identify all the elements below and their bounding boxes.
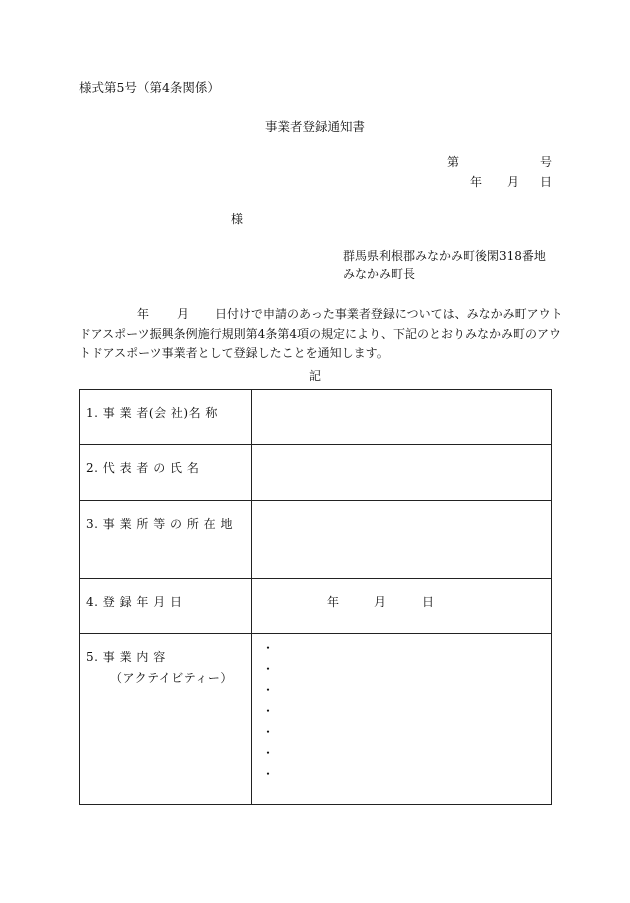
registration-date-field[interactable]	[252, 579, 552, 634]
table-row	[80, 634, 552, 805]
reg-date-year: 年	[327, 595, 340, 609]
row-label-business-name: 1. 事 業 者(会 社)名 称	[80, 390, 252, 445]
reg-date-month: 月	[374, 595, 387, 609]
doc-date-day: 日	[540, 175, 553, 189]
body-line-1	[79, 305, 563, 325]
office-location-field[interactable]	[252, 501, 552, 579]
doc-number-prefix: 第	[447, 155, 460, 169]
body-line-1-text: 日付けで申請のあった事業者登録については、みなかみ町アウト	[215, 307, 563, 321]
table-row	[80, 579, 552, 634]
row-label-office-location: 3. 事 業 所 等 の 所 在 地	[80, 501, 252, 579]
document-title: 事業者登録通知書	[264, 119, 365, 134]
row-label-registration-date: 4. 登 録 年 月 日	[80, 579, 252, 634]
activity-bullet[interactable]	[262, 680, 551, 701]
activity-bullet[interactable]	[262, 701, 551, 722]
business-content-label: 5. 事 業 内 容	[86, 650, 166, 664]
table-row	[80, 501, 552, 579]
body-line-2: ドアスポーツ振興条例施行規則第4条第4項の規定により、下記のとおりみなかみ町のアウ	[79, 326, 561, 341]
issuer-address: 群馬県利根郡みなかみ町後閑318番地	[343, 249, 546, 263]
business-content-field[interactable]	[252, 634, 552, 805]
activity-bullet[interactable]	[262, 722, 551, 743]
business-name-field[interactable]	[252, 390, 552, 445]
ki-heading: 記	[308, 369, 321, 383]
doc-number-suffix: 号	[540, 155, 553, 169]
activity-bullet-list	[252, 634, 551, 785]
table-row	[80, 445, 552, 501]
table-row	[80, 390, 552, 445]
row-label-representative: 2. 代 表 者 の 氏 名	[80, 445, 252, 501]
recipient-honorific: 様	[231, 212, 244, 226]
activity-bullet[interactable]	[262, 638, 551, 659]
activity-bullet[interactable]	[262, 743, 551, 764]
form-number-label: 様式第5号（第4条関係）	[79, 80, 220, 95]
row-label-business-content	[80, 634, 252, 805]
reg-date-day: 日	[422, 595, 435, 609]
business-content-sublabel: （アクテイビティー）	[110, 671, 233, 685]
body-line-3: トドアスポーツ事業者として登録したことを通知します。	[79, 346, 389, 360]
registration-table	[79, 389, 552, 805]
activity-bullet[interactable]	[262, 764, 551, 785]
notification-body	[79, 305, 563, 364]
body-year: 年	[137, 307, 150, 321]
representative-name-field[interactable]	[252, 445, 552, 501]
doc-date-month: 月	[507, 175, 520, 189]
doc-date-year: 年	[470, 175, 483, 189]
body-month: 月	[177, 307, 190, 321]
activity-bullet[interactable]	[262, 659, 551, 680]
issuer-title: みなかみ町長	[343, 267, 416, 281]
